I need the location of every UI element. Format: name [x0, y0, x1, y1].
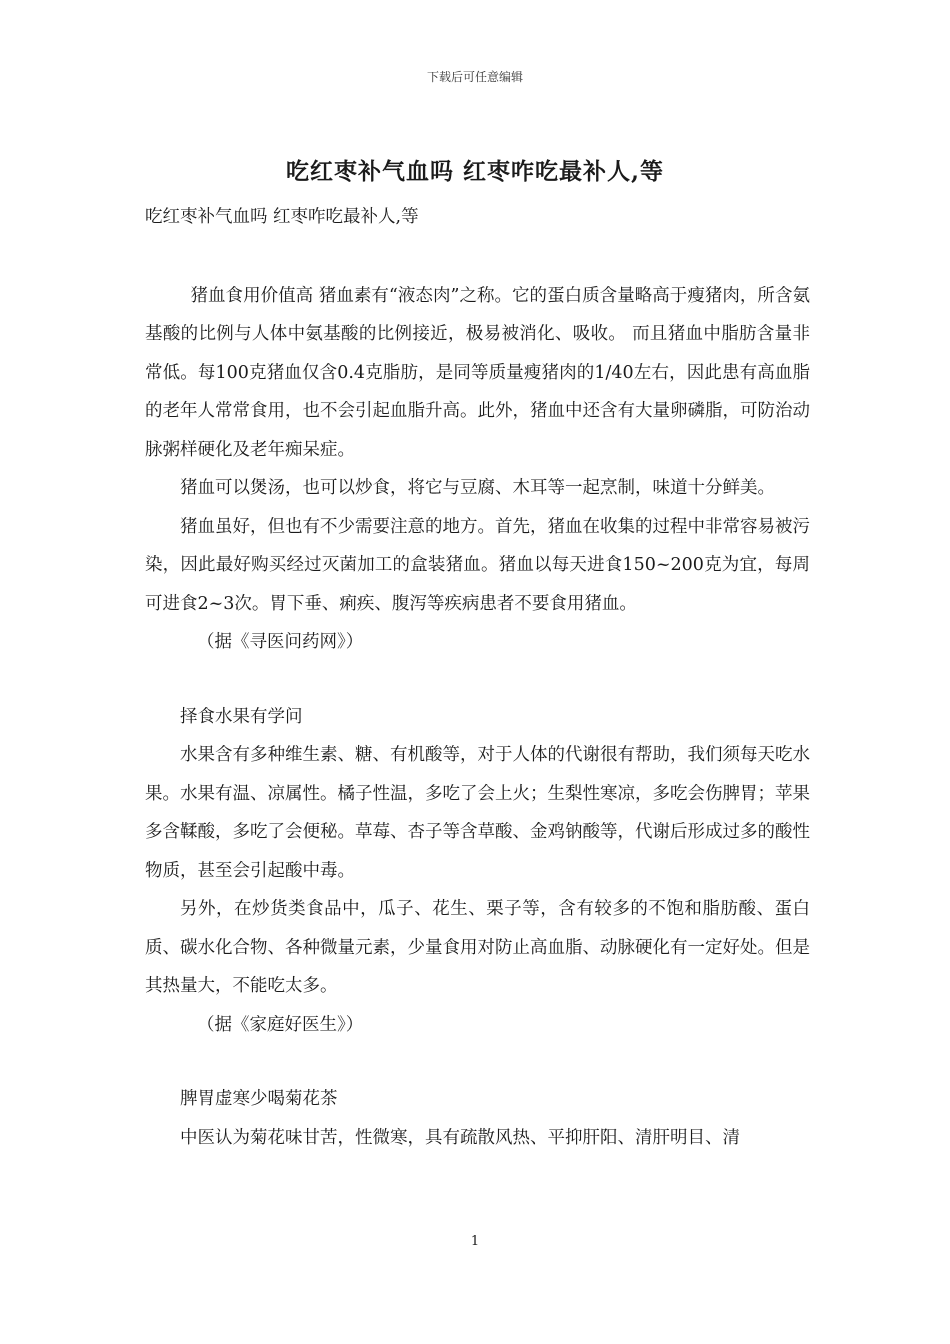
paragraph: 猪血可以煲汤，也可以炒食，将它与豆腐、木耳等一起烹制，味道十分鲜美。	[180, 478, 775, 498]
section-heading: 脾胃虚寒少喝菊花茶	[180, 1089, 338, 1109]
source-citation: （据《寻医问药网》）	[197, 632, 364, 652]
spacer	[145, 237, 810, 277]
page-number: 1	[470, 1234, 480, 1249]
spacer	[145, 662, 810, 698]
header-note: 下载后可任意编辑	[426, 70, 523, 84]
paragraph: 中医认为菊花味甘苦，性微寒，具有疏散风热、平抑肝阳、清肝明目、清	[180, 1127, 740, 1148]
paragraph: 水果含有多种维生素、糖、有机酸等，对于人体的代谢很有帮助，我们须每天吃水果。水果有温、凉属性。橘子性温，多吃了会上火；生梨性寒凉，多吃会伤脾胃；苹果多含鞣酸，多吃了会便秘。草莓、杏子等含草酸、金鸡钠酸等，代谢后形成过多的酸性物质，甚至会引起酸中毒。	[145, 745, 810, 881]
paragraph: 猪血虽好，但也有不少需要注意的地方。首先，猪血在收集的过程中非常容易被污染，因此最好购买经过灭菌加工的盒装猪血。猪血以每天进食150~200克为宜，每周可进食2~3次。胃下垂、痢疾、腹泻等疾病患者不要食用猪血。	[145, 516, 810, 614]
source-citation: （据《家庭好医生》）	[197, 1014, 364, 1035]
spacer	[145, 1044, 810, 1080]
paragraph: 猪血食用价值高 猪血素有“液态肉”之称。它的蛋白质含量略高于瘦猪肉，所含氨基酸的比例与人体中氨基酸的比例接近，极易被消化、吸收。 而且猪血中脂肪含量非常低。每100克猪血仅含0.4克脂肪，是同等质量瘦猪肉的1/40左右，因此患有高血脂的老年人常常食用，也不会引起血脂升高。此外，猪血中还含有大量卵磷脂，可防治动脉粥样硬化及老年痴呆症。	[145, 285, 810, 460]
document-title: 吃红枣补气血吗 红枣咋吃最补人,等	[285, 158, 664, 185]
document-subtitle: 吃红枣补气血吗 红枣咋吃最补人,等	[145, 207, 419, 227]
paragraph: 另外，在炒货类食品中，瓜子、花生、栗子等，含有较多的不饱和脂肪酸、蛋白质、碳水化合物、各种微量元素，少量食用对防止高血脂、动脉硬化有一定好处。但是其热量大，不能吃太多。	[145, 899, 810, 996]
section-heading: 择食水果有学问	[180, 706, 303, 727]
document-body	[145, 198, 810, 1157]
